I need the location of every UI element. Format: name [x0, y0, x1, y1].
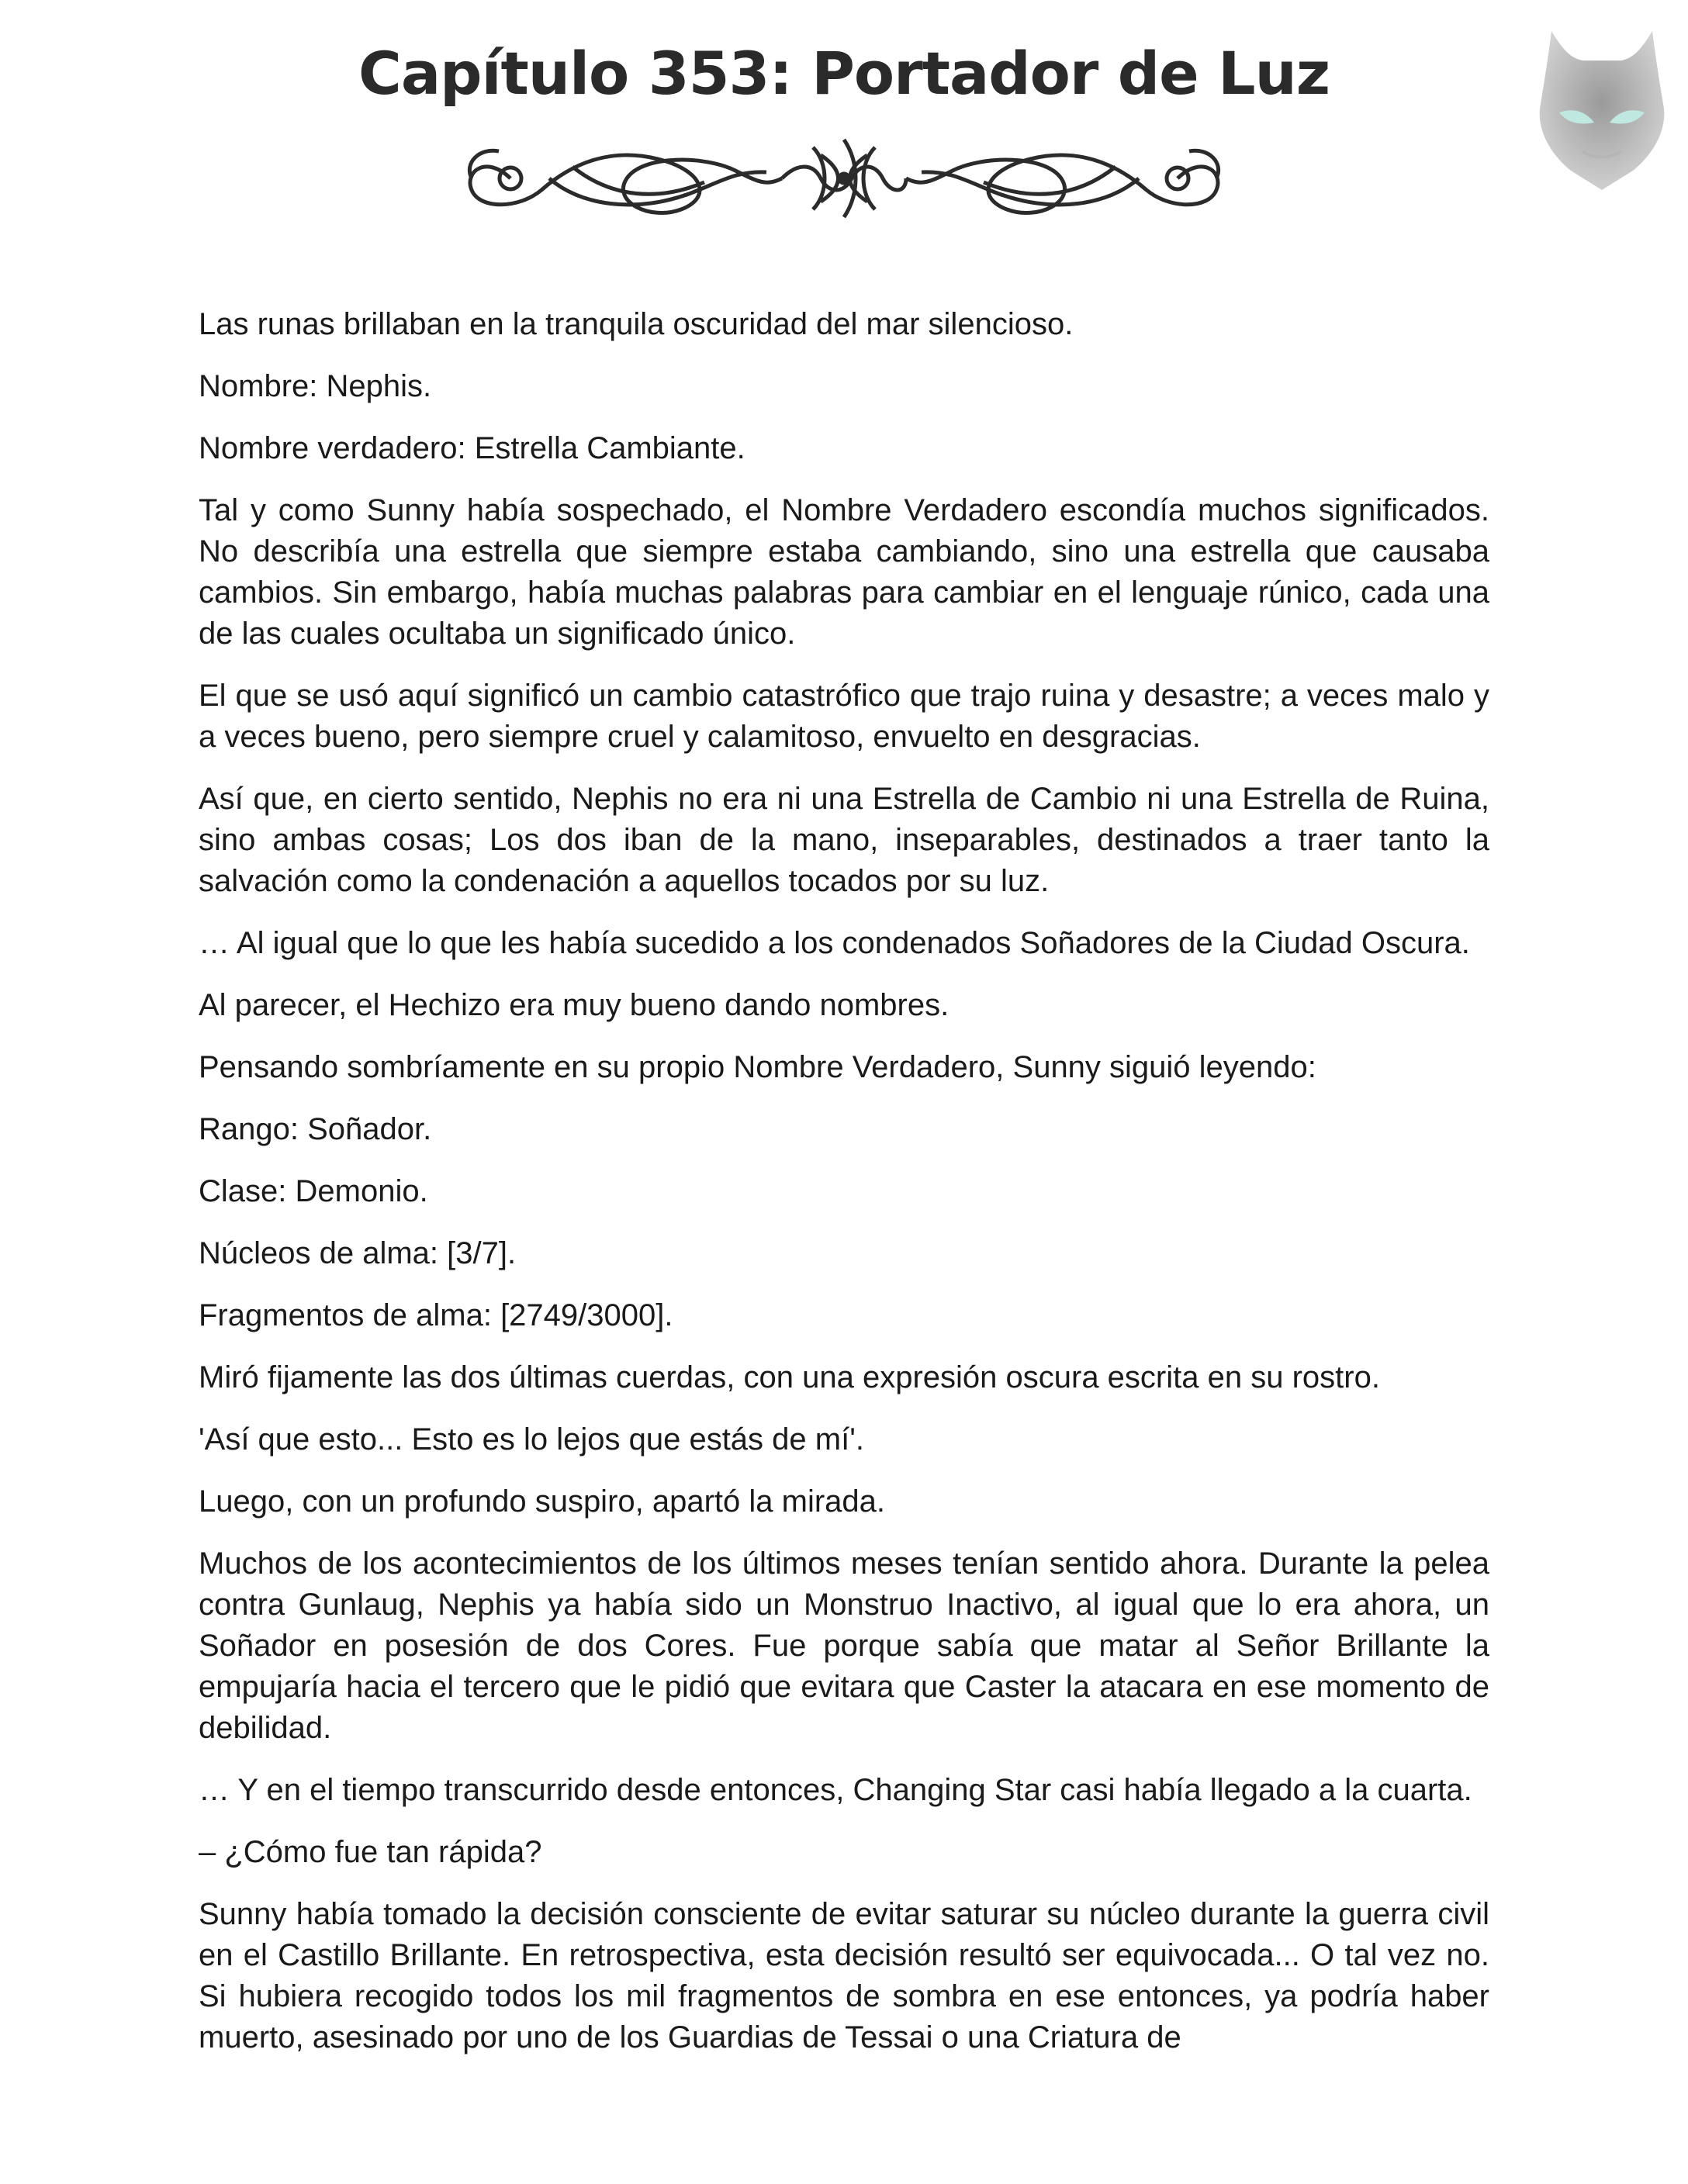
chapter-title: Capítulo 353: Portador de Luz	[358, 39, 1330, 108]
paragraph: Núcleos de alma: [3/7].	[199, 1236, 517, 1270]
paragraph: Muchos de los acontecimientos de los últimos meses tenían sentido ahora. Durante la pelea contra Gunlaug, Nephis ya había sido un Monstruo Inactivo, al igual que lo era ahora, un Soñador en posesión de dos Cores. Fue porque sabía que matar al Señor Brillante la empujaría hacia el tercero que le pidió que evitara que Caster la atacara en ese momento de debilidad.	[199, 1546, 1489, 1745]
paragraph: … Al igual que lo que les había sucedido a los condenados Soñadores de la Ciudad Oscura.	[199, 926, 1470, 960]
flourish-divider-icon	[456, 124, 1232, 233]
paragraph: Rango: Soñador.	[199, 1112, 432, 1146]
paragraph: Nombre: Nephis.	[199, 369, 432, 403]
paragraph: Pensando sombríamente en su propio Nombre Verdadero, Sunny siguió leyendo:	[199, 1050, 1316, 1084]
paragraph: Tal y como Sunny había sospechado, el Nombre Verdadero escondía muchos significados. No describía una estrella que siempre estaba cambiando, sino una estrella que causaba cambios. Sin embargo, había muchas palabras para cambiar en el lenguaje rúnico, cada una de las cuales ocultaba un significado único.	[199, 493, 1489, 651]
demon-head-logo-icon	[1528, 16, 1676, 194]
paragraph: Nombre verdadero: Estrella Cambiante.	[199, 431, 745, 465]
paragraph: – ¿Cómo fue tan rápida?	[199, 1835, 542, 1869]
paragraph: Así que, en cierto sentido, Nephis no era ni una Estrella de Cambio ni una Estrella de Ruina, sino ambas cosas; Los dos iban de la mano, inseparables, destinados a traer tanto la salvación como la condenación a aquellos tocados por su luz.	[199, 782, 1489, 898]
paragraph: Clase: Demonio.	[199, 1174, 428, 1208]
paragraph: Miró fijamente las dos últimas cuerdas, con una expresión oscura escrita en su rostro.	[199, 1360, 1380, 1394]
paragraph: Al parecer, el Hechizo era muy bueno dando nombres.	[199, 988, 950, 1022]
paragraph: Las runas brillaban en la tranquila oscuridad del mar silencioso.	[199, 307, 1074, 341]
paragraph: … Y en el tiempo transcurrido desde entonces, Changing Star casi había llegado a la cuarta.	[199, 1773, 1472, 1807]
paragraph: Fragmentos de alma: [2749/3000].	[199, 1298, 673, 1332]
paragraph: 'Así que esto... Esto es lo lejos que estás de mí'.	[199, 1422, 864, 1457]
paragraph: Sunny había tomado la decisión consciente de evitar saturar su núcleo durante la guerra civil en el Castillo Brillante. En retrospectiva, esta decisión resultó ser equivocada... O tal vez no. Si hubiera recogido todos los mil fragmentos de sombra en ese entonces, ya podría haber muerto, asesinado por uno de los Guardias de Tessai o una Criatura de	[199, 1897, 1489, 2054]
paragraph: El que se usó aquí significó un cambio catastrófico que trajo ruina y desastre; a veces malo y a veces bueno, pero siempre cruel y calamitoso, envuelto en desgracias.	[199, 679, 1489, 754]
chapter-body	[199, 304, 1489, 2079]
paragraph: Luego, con un profundo suspiro, apartó la mirada.	[199, 1484, 886, 1519]
